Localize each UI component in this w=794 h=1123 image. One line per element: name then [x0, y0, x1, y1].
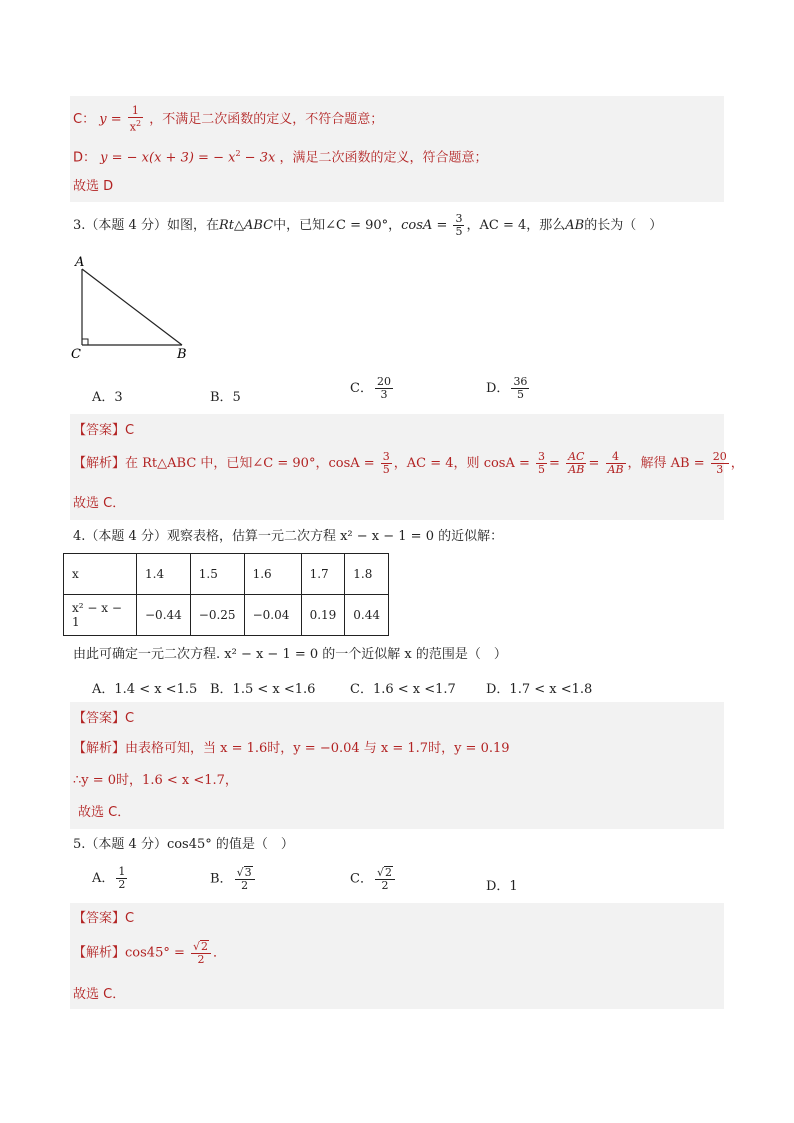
table-cell: 1.5	[190, 554, 244, 595]
q4-option-a[interactable]: A．1.4 < x <1.5	[92, 682, 198, 697]
fraction: $\frac{4}{AB}$	[607, 450, 624, 476]
q4-analysis-2: ∴y = 0时，1.6 < x <1.7，	[73, 773, 238, 788]
vertex-label-b: B	[177, 347, 187, 362]
vertex-label-c: C	[71, 347, 81, 362]
q5-stem: 5.（本题 4 分）cos45° 的值是（ ）	[73, 837, 294, 852]
q4-option-d[interactable]: D．1.7 < x <1.8	[486, 682, 593, 697]
q4-analysis: 【解析】由表格可知，当 x = 1.6时，y = −0.04 与 x = 1.7时，y = 0.19	[73, 741, 510, 756]
q5-option-c[interactable]: C． $\frac{√2}{2}$	[350, 866, 397, 892]
prev-option-c-line: C： y = $\frac{1}{x^2}$ ，不满足二次函数的定义，不符合题意；	[73, 104, 384, 134]
q4-stem: 4.（本题 4 分）观察表格，估算一元二次方程 x² − x − 1 = 0 的近似解：	[73, 529, 504, 544]
side-ab	[82, 269, 182, 345]
sqrt-icon: √	[376, 866, 384, 879]
table-row	[64, 554, 389, 595]
q5-analysis: 【解析】cos45° = $\frac{√2}{2}$ ．	[73, 940, 227, 966]
fraction: $\frac{√3}{2}$	[235, 866, 255, 892]
fraction: $\frac{36}{5}$	[513, 375, 528, 401]
sqrt-icon: √	[193, 940, 201, 953]
fraction: $\frac{3}{5}$	[382, 450, 390, 476]
q5-conclusion: 故选 C．	[73, 987, 126, 1002]
table-row	[64, 595, 389, 636]
q5-answer: 【答案】C	[73, 911, 135, 926]
q3-option-a[interactable]: A．3	[92, 390, 123, 405]
q4-option-b[interactable]: B．1.5 < x <1.6	[210, 682, 316, 697]
fraction: $\frac{3}{5}$	[538, 450, 546, 476]
q5-option-d[interactable]: D．1	[486, 879, 518, 894]
table-cell: 1.6	[244, 554, 301, 595]
table-cell: x² − x − 1	[64, 595, 137, 636]
q4-option-c[interactable]: C．1.6 < x <1.7	[350, 682, 456, 697]
q3-conclusion: 故选 C．	[73, 496, 126, 511]
fraction: $\frac{20}{3}$	[712, 450, 727, 476]
q4-conclusion: 故选 C．	[78, 805, 131, 820]
q3-answer: 【答案】C	[73, 423, 135, 438]
table-cell: −0.25	[190, 595, 244, 636]
prev-option-d-line: D： y = − x(x + 3) = − $x^2 - 3x$ ，满足二次函数的定义，符合题意；	[73, 149, 488, 166]
q5-option-a[interactable]: A． $\frac{1}{2}$	[92, 865, 126, 891]
fraction: $\frac{AC}{AB}$	[568, 450, 585, 476]
table-cell: 1.7	[301, 554, 345, 595]
fraction: $\frac{1}{2}$	[118, 865, 126, 891]
triangle-figure	[68, 250, 198, 365]
q3-option-b[interactable]: B．5	[210, 390, 241, 405]
q3-option-c[interactable]: C． $\frac{20}{3}$	[350, 375, 391, 401]
table-cell: 1.8	[345, 554, 389, 595]
prev-conclusion: 故选 D	[73, 179, 114, 194]
fraction: $\frac{20}{3}$	[376, 375, 391, 401]
table-cell: 1.4	[137, 554, 191, 595]
sqrt-icon: √	[236, 866, 244, 879]
table-cell: 0.44	[345, 595, 389, 636]
table-cell: −0.04	[244, 595, 301, 636]
fraction: $\frac{√2}{2}$	[375, 866, 395, 892]
q4-table	[63, 553, 389, 636]
q4-stem-2: 由此可确定一元二次方程. x² − x − 1 = 0 的一个近似解 x 的范围是（ ）	[73, 647, 507, 662]
table-cell: −0.44	[137, 595, 191, 636]
fraction: $\frac{3}{5}$	[455, 212, 463, 238]
q5-option-b[interactable]: B． $\frac{√3}{2}$	[210, 866, 257, 892]
right-angle-mark	[82, 339, 88, 345]
table-cell: x	[64, 554, 137, 595]
q3-stem: 3.（本题 4 分）如图，在Rt△ABC中，已知∠C = 90°，cosA = $\frac{3}{5}$ ，AC = 4，那么AB的长为（ ）	[73, 212, 663, 238]
q4-answer-band	[70, 702, 724, 829]
q3-option-d[interactable]: D． $\frac{36}{5}$	[486, 375, 528, 401]
q3-analysis: 【解析】在 Rt△ABC 中，已知∠C = 90°，cosA = $\frac{3}{5}$ ，AC = 4，则 cosA = $\frac{3}{5}$ = $\frac{AC}{AB}$ = $\frac{4}{AB}$ ，解得 AB = $\frac{20}{3}$ ，	[73, 450, 744, 476]
fraction: $\frac{√2}{2}$	[191, 940, 211, 966]
vertex-label-a: A	[75, 255, 85, 270]
fraction: $\frac{1}{x^2}$	[129, 104, 142, 134]
q4-answer: 【答案】C	[73, 711, 135, 726]
table-cell: 0.19	[301, 595, 345, 636]
